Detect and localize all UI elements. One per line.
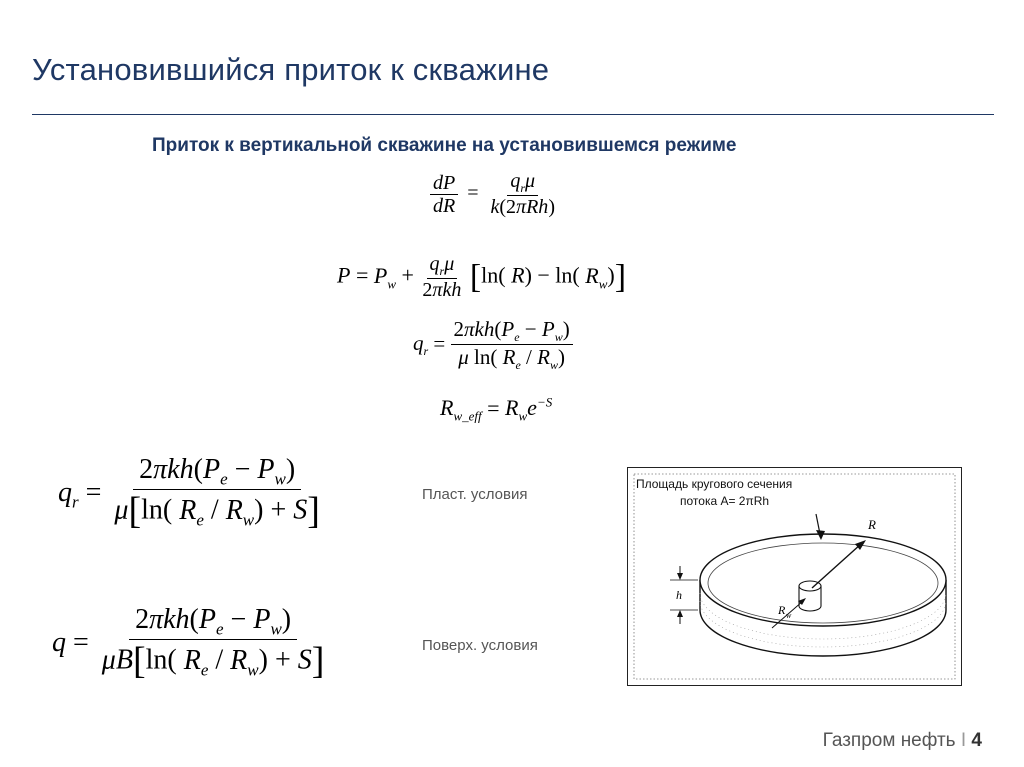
slide-subtitle: Приток к вертикальной скважине на установившемся режиме	[152, 135, 737, 156]
page-number: 4	[971, 730, 982, 751]
wellbore-radius-label: R	[778, 603, 786, 617]
footer-separator: I	[960, 730, 967, 751]
equation-surface-flow: q = $\frac{2\pi kh(P_e - P_w)}{\mu B[\ln( R_e / R_w) + S]}$	[52, 604, 325, 683]
equation-pressure-distribution: $P = P_w$ + $\frac{q_r\mu}{\text{2πkh}}$ [ln( R) − ln( $R_w$)]	[337, 253, 627, 302]
svg-text:w: w	[786, 611, 792, 620]
thickness-label: h	[676, 588, 682, 602]
note-reservoir-conditions: Пласт. условия	[422, 486, 528, 503]
footer	[823, 730, 982, 752]
equation-flow-rate: $q_r$ = $\frac{2\pi kh(P_e - P_w)}{\mu \ln( R_e / R_w)}$	[413, 318, 573, 373]
slide-title: Установившийся приток к скважине	[32, 52, 550, 87]
equation-reservoir-flow: $q_r$ = $\frac{2\pi kh(P_e - P_w)}{\mu[\ln( R_e / R_w) + S]}$	[58, 454, 320, 533]
diagram-drawing	[628, 468, 961, 685]
radial-flow-diagram	[627, 467, 962, 686]
note-surface-conditions: Поверх. условия	[422, 637, 538, 654]
radius-label: R	[868, 517, 876, 532]
diagram-caption-line1: Площадь кругового сечения	[636, 477, 793, 491]
title-divider	[32, 114, 994, 115]
diagram-caption-line2: потока A= 2πRh	[680, 494, 770, 508]
footer-brand: Газпром нефть	[822, 730, 956, 751]
equation-effective-radius: $R_{w\_eff} = R_we^{-S}$	[440, 395, 553, 424]
equation-pressure-gradient: $\frac{dP}{dR}$ = $\frac{q_r\mu}{\text{k(2πRh)}}$	[430, 170, 558, 219]
